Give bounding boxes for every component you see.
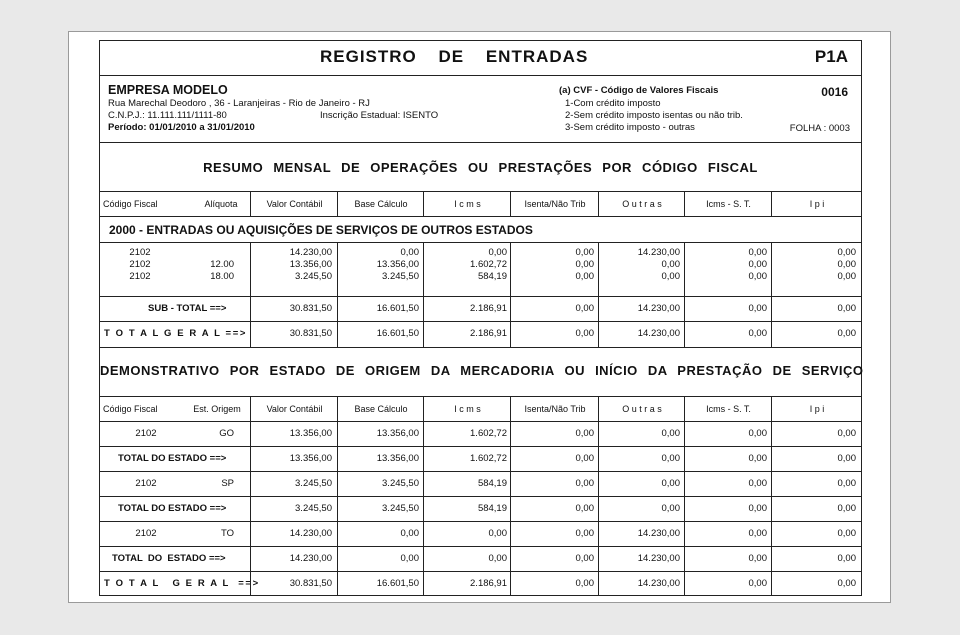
cell-isenta: 0,00 <box>575 453 594 464</box>
cell-isenta: 0,00 <box>575 503 594 514</box>
cell-aliquota: 12.00 <box>210 259 234 270</box>
cell-valor-contabil: 13.356,00 <box>289 259 332 270</box>
cell-base-calculo: 3.245,50 <box>382 478 419 489</box>
col-codigo-fiscal: Código Fiscal <box>103 199 158 209</box>
col-ipi: I p i <box>809 199 825 209</box>
cell-uf: TO <box>220 528 234 539</box>
cell-icms: 2.186,91 <box>470 303 507 314</box>
cell-ipi: 0,00 <box>837 428 856 439</box>
cell-codigo: 2102 <box>129 247 151 258</box>
col-icms-st: Icms - S. T. <box>706 199 751 209</box>
cell-ipi: 0,00 <box>837 578 856 589</box>
cell-valor-contabil: 13.356,00 <box>289 428 332 439</box>
cell-icms-st: 0,00 <box>748 303 767 314</box>
company-cnpj: C.N.P.J.: 11.111.111/1111-80 <box>108 110 227 121</box>
cell-icms: 0,00 <box>488 528 507 539</box>
cell-icms-st: 0,00 <box>748 247 767 258</box>
cell-base-calculo: 16.601,50 <box>376 328 419 339</box>
report-code: P1A <box>814 47 848 66</box>
resumo-group-title: 2000 - ENTRADAS OU AQUISIÇÕES DE SERVIÇOS DE OUTROS ESTADOS <box>109 223 533 237</box>
cell-aliquota: 18.00 <box>210 271 234 282</box>
col-icms-st: Icms - S. T. <box>706 404 751 414</box>
cell-ipi: 0,00 <box>837 328 856 339</box>
col-ipi: I p i <box>809 404 825 414</box>
cell-outras: 0,00 <box>661 259 680 270</box>
total-geral-label: T O T A L G E R A L ==> <box>104 578 260 589</box>
cell-outras: 14.230,00 <box>637 553 680 564</box>
cell-isenta: 0,00 <box>575 553 594 564</box>
cell-isenta: 0,00 <box>575 271 594 282</box>
cell-base-calculo: 3.245,50 <box>382 503 419 514</box>
cell-outras: 14.230,00 <box>637 247 680 258</box>
col-outras: O u t r a s <box>622 199 662 209</box>
cell-icms-st: 0,00 <box>748 503 767 514</box>
cell-ipi: 0,00 <box>837 259 856 270</box>
col-base-calculo: Base Cálculo <box>354 199 408 209</box>
cell-valor-contabil: 3.245,50 <box>295 503 332 514</box>
state-total-label: TOTAL DO ESTADO ==> <box>118 453 227 464</box>
legend-title: (a) CVF - Código de Valores Fiscais <box>559 85 719 96</box>
cell-outras: 0,00 <box>661 428 680 439</box>
legend-item-3: 3-Sem crédito imposto - outras <box>565 122 695 133</box>
col-codigo-fiscal: Código Fiscal <box>103 404 158 414</box>
cell-valor-contabil: 3.245,50 <box>295 478 332 489</box>
state-total-label: TOTAL DO ESTADO ==> <box>112 553 226 564</box>
cell-icms-st: 0,00 <box>748 271 767 282</box>
cell-icms-st: 0,00 <box>748 259 767 270</box>
company-period: Período: 01/01/2010 a 31/01/2010 <box>108 122 255 133</box>
cell-base-calculo: 16.601,50 <box>376 578 419 589</box>
cell-valor-contabil: 30.831,50 <box>289 328 332 339</box>
demonstrativo-title: DEMONSTRATIVO POR ESTADO DE ORIGEM DA MERCADORIA OU INÍCIO DA PRESTAÇÃO DE SERVIÇO <box>100 363 864 378</box>
company-address: Rua Marechal Deodoro , 36 - Laranjeiras - Rio de Janeiro - RJ <box>108 98 370 109</box>
col-icms: I c m s <box>454 199 481 209</box>
cell-base-calculo: 13.356,00 <box>376 259 419 270</box>
cell-valor-contabil: 3.245,50 <box>295 271 332 282</box>
cell-icms-st: 0,00 <box>748 528 767 539</box>
cell-base-calculo: 0,00 <box>400 528 419 539</box>
company-ie: Inscrição Estadual: ISENTO <box>320 110 439 121</box>
cell-valor-contabil: 14.230,00 <box>289 528 332 539</box>
report-number: 0016 <box>821 85 848 99</box>
cell-icms-st: 0,00 <box>748 553 767 564</box>
cell-base-calculo: 0,00 <box>400 553 419 564</box>
col-base-calculo: Base Cálculo <box>354 404 408 414</box>
cell-icms: 2.186,91 <box>470 578 507 589</box>
cell-outras: 0,00 <box>661 503 680 514</box>
cell-codigo: 2102 <box>135 528 157 539</box>
report-frame <box>99 40 862 596</box>
cell-isenta: 0,00 <box>575 528 594 539</box>
cell-isenta: 0,00 <box>575 478 594 489</box>
cell-ipi: 0,00 <box>837 271 856 282</box>
folha-number: FOLHA : 0003 <box>789 123 850 134</box>
col-valor-contabil: Valor Contábil <box>266 199 323 209</box>
company-name: EMPRESA MODELO <box>108 83 228 97</box>
cell-icms-st: 0,00 <box>748 578 767 589</box>
col-isenta: Isenta/Não Trib <box>524 199 586 209</box>
col-icms: I c m s <box>454 404 481 414</box>
cell-codigo: 2102 <box>135 428 157 439</box>
cell-outras: 0,00 <box>661 478 680 489</box>
cell-base-calculo: 0,00 <box>400 247 419 258</box>
cell-ipi: 0,00 <box>837 503 856 514</box>
cell-icms: 584,19 <box>477 271 507 282</box>
cell-base-calculo: 13.356,00 <box>376 428 419 439</box>
cell-isenta: 0,00 <box>575 247 594 258</box>
cell-isenta: 0,00 <box>575 428 594 439</box>
cell-outras: 14.230,00 <box>637 578 680 589</box>
cell-ipi: 0,00 <box>837 553 856 564</box>
cell-icms-st: 0,00 <box>748 453 767 464</box>
cell-codigo: 2102 <box>129 271 151 282</box>
cell-base-calculo: 3.245,50 <box>382 271 419 282</box>
legend-item-2: 2-Sem crédito imposto isentas ou não trib. <box>565 110 743 121</box>
subtotal-label: SUB - TOTAL ==> <box>148 303 227 314</box>
cell-outras: 0,00 <box>661 271 680 282</box>
total-geral-label: T O T A L G E R A L ==> <box>104 328 247 339</box>
cell-ipi: 0,00 <box>837 478 856 489</box>
cell-icms-st: 0,00 <box>748 428 767 439</box>
cell-outras: 0,00 <box>661 453 680 464</box>
cell-icms: 2.186,91 <box>470 328 507 339</box>
cell-ipi: 0,00 <box>837 528 856 539</box>
cell-icms: 1.602,72 <box>470 428 507 439</box>
cell-codigo: 2102 <box>129 259 151 270</box>
cell-icms-st: 0,00 <box>748 478 767 489</box>
cell-base-calculo: 16.601,50 <box>376 303 419 314</box>
cell-icms: 0,00 <box>488 553 507 564</box>
cell-outras: 14.230,00 <box>637 328 680 339</box>
cell-icms: 1.602,72 <box>470 453 507 464</box>
cell-ipi: 0,00 <box>837 303 856 314</box>
cell-icms: 1.602,72 <box>470 259 507 270</box>
cell-valor-contabil: 30.831,50 <box>289 578 332 589</box>
cell-valor-contabil: 14.230,00 <box>289 247 332 258</box>
cell-icms-st: 0,00 <box>748 328 767 339</box>
cell-outras: 14.230,00 <box>637 528 680 539</box>
col-isenta: Isenta/Não Trib <box>524 404 586 414</box>
resumo-title: RESUMO MENSAL DE OPERAÇÕES OU PRESTAÇÕES POR CÓDIGO FISCAL <box>203 160 758 175</box>
cell-icms: 584,19 <box>477 478 507 489</box>
col-outras: O u t r a s <box>622 404 662 414</box>
cell-icms: 584,19 <box>477 503 507 514</box>
report-sheet <box>68 31 891 603</box>
cell-isenta: 0,00 <box>575 303 594 314</box>
cell-icms: 0,00 <box>488 247 507 258</box>
cell-isenta: 0,00 <box>575 259 594 270</box>
cell-ipi: 0,00 <box>837 453 856 464</box>
cell-uf: SP <box>221 478 234 489</box>
col-est-origem: Est. Origem <box>193 404 241 414</box>
cell-outras: 14.230,00 <box>637 303 680 314</box>
cell-valor-contabil: 14.230,00 <box>289 553 332 564</box>
cell-ipi: 0,00 <box>837 247 856 258</box>
col-aliquota: Alíquota <box>204 199 238 209</box>
cell-codigo: 2102 <box>135 478 157 489</box>
state-total-label: TOTAL DO ESTADO ==> <box>118 503 227 514</box>
report-title: REGISTRO DE ENTRADAS <box>320 47 589 66</box>
cell-isenta: 0,00 <box>575 328 594 339</box>
col-valor-contabil: Valor Contábil <box>266 404 323 414</box>
legend-item-1: 1-Com crédito imposto <box>565 98 661 109</box>
cell-uf: GO <box>219 428 234 439</box>
cell-isenta: 0,00 <box>575 578 594 589</box>
cell-valor-contabil: 30.831,50 <box>289 303 332 314</box>
cell-valor-contabil: 13.356,00 <box>289 453 332 464</box>
cell-base-calculo: 13.356,00 <box>376 453 419 464</box>
